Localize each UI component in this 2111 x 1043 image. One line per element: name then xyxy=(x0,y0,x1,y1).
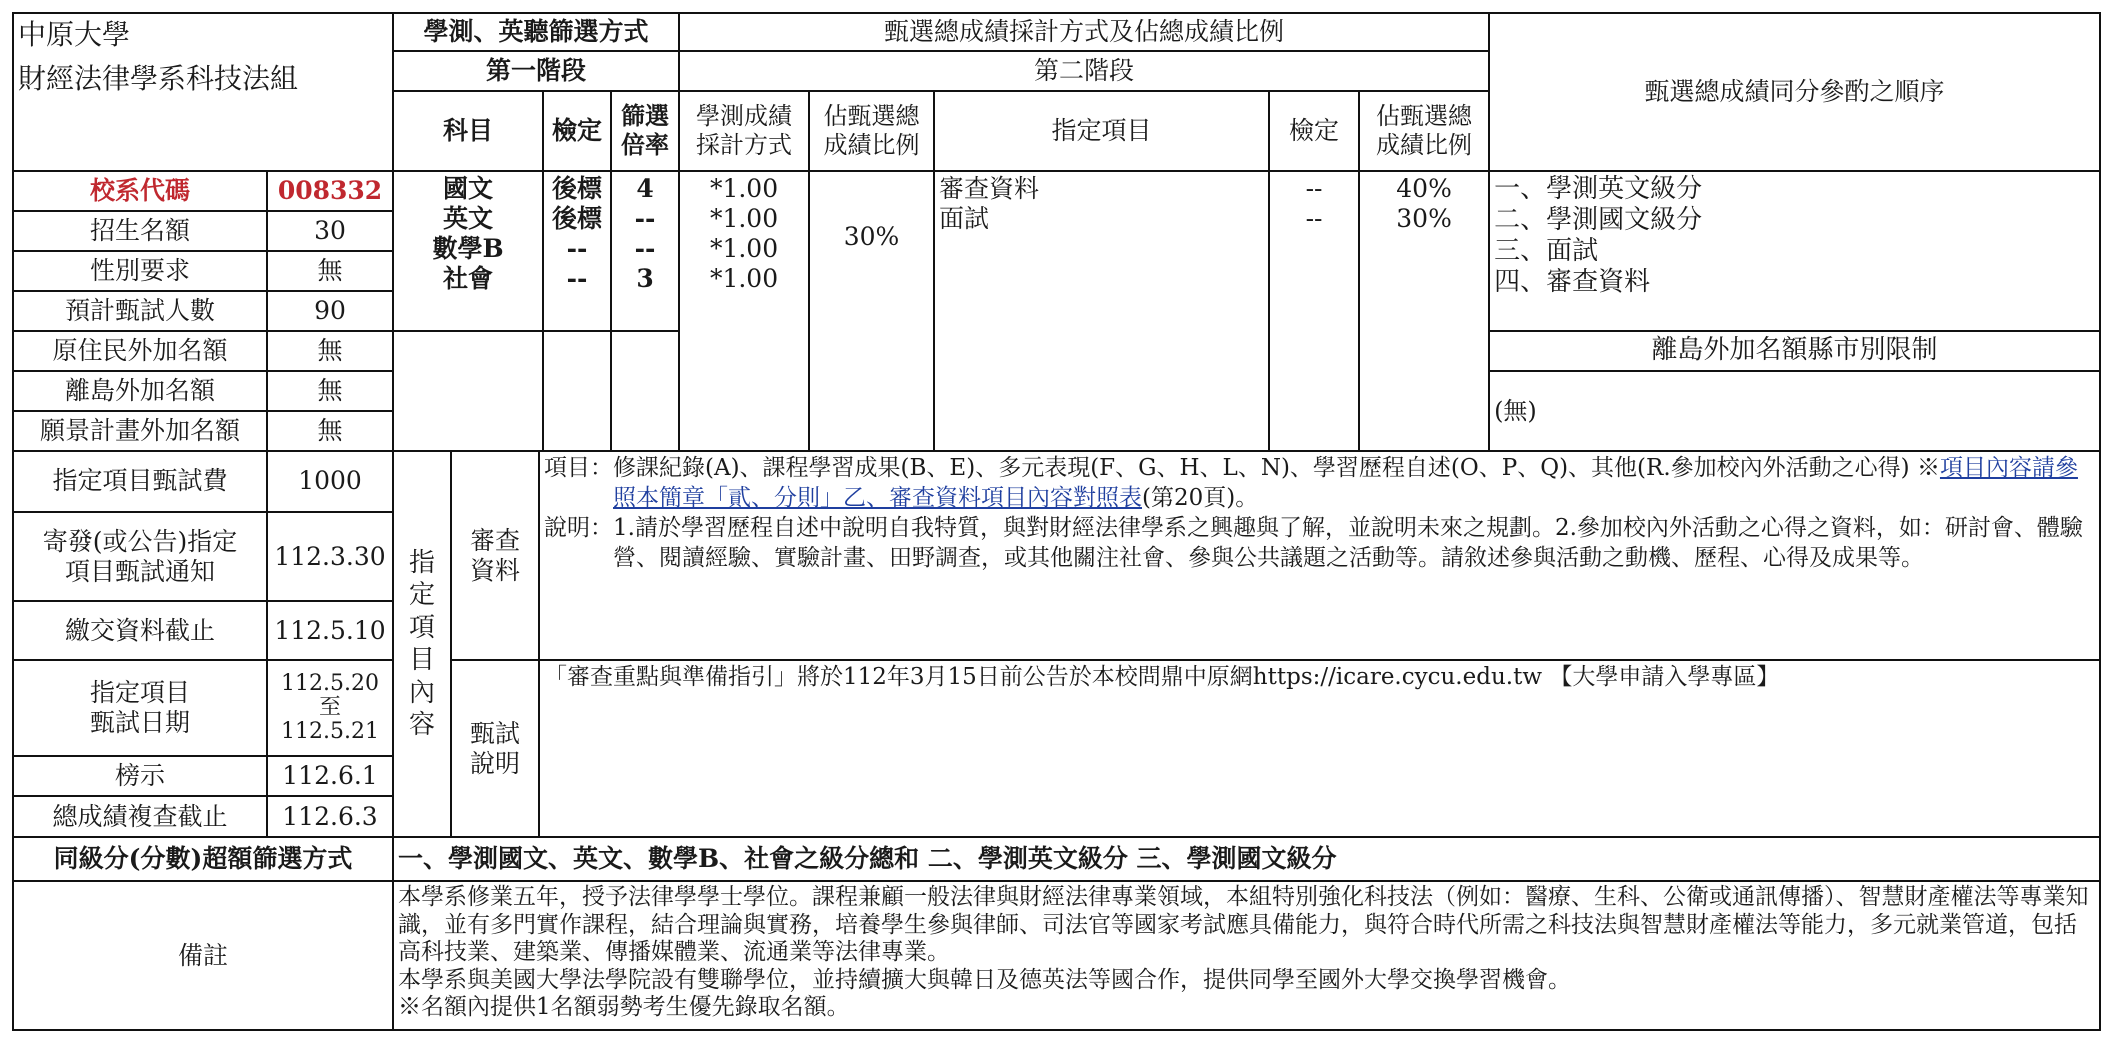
info-value: 90 xyxy=(267,291,393,331)
subject-item: 英文 xyxy=(443,203,494,233)
designated-weight: 40% xyxy=(1396,173,1452,203)
tie-order-header: 甄選總成績同分參酌之順序 xyxy=(1489,13,2100,171)
schedule-label: 總成績複查截止 xyxy=(13,796,267,837)
review-notes-text: 1.請於學習歷程自述中說明自我特質，與對財經法律學系之興趣與了解，並說明未來之規劃。2.參加校內外活動之心得之資料，如：研討會、體驗營、閱讀經驗、實驗計畫、田野調查，或其他關注社會、參與公共議題之活動等。請敘述參與活動之動機、歷程、心得及成果等。 xyxy=(613,514,2083,571)
method-item: *1.00 xyxy=(709,233,779,263)
review-items xyxy=(544,454,2095,514)
schedule-label-line2: 項目甄試通知 xyxy=(64,556,215,586)
ratio-item: 4 xyxy=(636,173,654,203)
schedule-value-line3: 112.5.21 xyxy=(281,719,379,745)
review-content xyxy=(539,451,2100,660)
review-label xyxy=(451,451,539,660)
remarks-content xyxy=(393,881,2100,1030)
tie-breaker-item: 三、面試 xyxy=(1494,236,1599,267)
method-item: *1.00 xyxy=(709,203,779,233)
exam-label-line2: 說明 xyxy=(469,748,520,778)
tie-screen-label: 同級分(分數)超額篩選方式 xyxy=(13,837,393,881)
tie-breakers xyxy=(1489,171,2100,331)
schedule-value: 1000 xyxy=(267,451,393,512)
subject-item: 國文 xyxy=(443,173,494,203)
designated-checks xyxy=(1269,171,1359,451)
designated-item: 審查資料 xyxy=(939,173,1040,203)
designated-weights xyxy=(1359,171,1489,451)
designated-item: 面試 xyxy=(939,203,990,233)
review-notes-prefix: 說明： xyxy=(544,514,613,541)
check-item: -- xyxy=(566,263,588,293)
check2-header: 檢定 xyxy=(1269,91,1359,171)
tie-screen-value: 一、學測國文、英文、數學B、社會之級分總和 二、學測英文級分 三、學測國文級分 xyxy=(393,837,2100,881)
bottom-table xyxy=(12,836,2101,1031)
school-name: 中原大學 xyxy=(18,18,131,51)
designated-items xyxy=(934,171,1269,451)
ratio-header-line2: 倍率 xyxy=(621,129,670,159)
schedule-label xyxy=(13,512,267,601)
schedule-label: 榜示 xyxy=(13,756,267,797)
info-label: 招生名額 xyxy=(13,211,267,251)
ratio-item: -- xyxy=(634,233,656,263)
designated-header: 指定項目 xyxy=(934,91,1269,171)
gsat-weight-value: 30% xyxy=(843,221,900,251)
info-label: 願景計畫外加名額 xyxy=(13,411,267,451)
method-item: *1.00 xyxy=(709,263,779,293)
subject-item: 社會 xyxy=(443,263,494,293)
designated-content-label xyxy=(393,451,451,837)
schedule-label xyxy=(13,660,267,755)
reference-mark: ※ xyxy=(1916,455,1940,481)
designated-pct-header-line1: 佔甄選總 xyxy=(1376,102,1473,131)
schedule-label-line1: 寄發(或公告)指定 xyxy=(42,526,238,556)
schedule-label-line1: 指定項目 xyxy=(89,677,190,707)
remarks-line: ※名額內提供1名額弱勢考生優先錄取名額。 xyxy=(398,994,850,1021)
subject-header: 科目 xyxy=(393,91,543,171)
check-item: 後標 xyxy=(552,173,603,203)
schedule-table xyxy=(12,450,2101,838)
check-item: 後標 xyxy=(552,203,603,233)
exam-content xyxy=(539,660,2100,837)
review-items-prefix: 項目： xyxy=(544,455,613,481)
schedule-value: 112.5.10 xyxy=(267,601,393,660)
gsat-method-header-line1: 學測成績 xyxy=(696,102,793,131)
designated-content-vertical: 指定項目內容 xyxy=(408,547,435,740)
school-cell xyxy=(13,13,393,171)
stage1-ratios xyxy=(611,171,679,331)
schedule-value xyxy=(267,660,393,755)
gsat-method-header-line2: 採計方式 xyxy=(696,130,793,159)
exam-label xyxy=(451,660,539,837)
info-value: 30 xyxy=(267,211,393,251)
school-code-value: 008332 xyxy=(267,171,393,211)
info-label: 原住民外加名額 xyxy=(13,331,267,371)
tie-breaker-item: 四、審查資料 xyxy=(1494,267,1651,298)
designated-pct-header-line2: 成績比例 xyxy=(1376,130,1473,159)
ratio-item: -- xyxy=(634,203,656,233)
schedule-value: 112.6.1 xyxy=(267,756,393,797)
schedule-value-line2: 至 xyxy=(318,694,341,720)
exam-text: 「審查重點與準備指引」將於112年3月15日前公告於本校問鼎中原網https://icare.cycu.edu.tw 【大學申請入學專區】 xyxy=(544,664,1780,691)
stage2-header: 第二階段 xyxy=(679,51,1489,91)
schedule-label: 指定項目甄試費 xyxy=(13,451,267,512)
info-label: 預計甄試人數 xyxy=(13,291,267,331)
info-value: 無 xyxy=(267,371,393,411)
gsat-weight xyxy=(809,171,934,451)
reference-suffix: (第20頁)。 xyxy=(1142,484,1259,511)
remarks-line: 本學系修業五年，授予法律學學士學位。課程兼顧一般法律與財經法律專業領域，本組特別強化科技法（例如：醫療、生科、公衛或通訊傳播）、智慧財產權法等專業知識，並有多門實作課程，結合理論與實務，培養學生參與律師、司法官等國家考試應具備能力，與符合時代所需之科技法與智慧財產權法等能力，多元就業管道，包括高科技業、建築業、傳播媒體業、流通業等法律專業。 xyxy=(398,884,2089,966)
school-code-label: 校系代碼 xyxy=(13,171,267,211)
tie-breaker-item: 一、學測英文級分 xyxy=(1494,173,1703,204)
info-label: 性別要求 xyxy=(13,251,267,291)
top-table xyxy=(12,12,2101,452)
check-header: 檢定 xyxy=(543,91,611,171)
ratio-header xyxy=(611,91,679,171)
review-label-line1: 審查 xyxy=(469,525,520,555)
stage1-empty xyxy=(611,331,679,451)
review-items-text-wrap xyxy=(613,454,2095,514)
island-header: 離島外加名額縣市別限制 xyxy=(1489,331,2100,371)
schedule-value: 112.3.30 xyxy=(267,512,393,601)
designated-check: -- xyxy=(1305,173,1323,203)
remarks-line: 本學系與美國大學法學院設有雙聯學位，並持續擴大與韓日及德英法等國合作，提供同學至國外大學交換學習機會。 xyxy=(398,966,1571,993)
gsat-pct-header-line1: 佔甄選總 xyxy=(823,102,920,131)
combined-score-header: 甄選總成績採計方式及佔總成績比例 xyxy=(679,13,1489,51)
remarks-label: 備註 xyxy=(13,881,393,1030)
review-label-line2: 資料 xyxy=(469,555,520,585)
subject-item: 數學B xyxy=(432,233,504,263)
stage1-checks xyxy=(543,171,611,331)
department-name: 財經法律學系科技法組 xyxy=(18,61,299,95)
designated-pct-header xyxy=(1359,91,1489,171)
exam-label-line1: 甄試 xyxy=(469,718,520,748)
stage1-method-header: 學測、英聽篩選方式 xyxy=(393,13,679,51)
ratio-header-line1: 篩選 xyxy=(621,101,670,131)
stage1-empty xyxy=(393,331,543,451)
reference-link[interactable]: 項目內容請參照本簡章「貳、分則」乙、審查資料項目內容對照表 xyxy=(613,455,2078,511)
info-value: 無 xyxy=(267,331,393,371)
schedule-label-line2: 甄試日期 xyxy=(89,707,190,737)
info-value: 無 xyxy=(267,251,393,291)
schedule-value-line1: 112.5.20 xyxy=(281,670,379,696)
gsat-methods xyxy=(679,171,809,451)
stage1-header: 第一階段 xyxy=(393,51,679,91)
schedule-value: 112.6.3 xyxy=(267,796,393,837)
schedule-label: 繳交資料截止 xyxy=(13,601,267,660)
island-value: (無) xyxy=(1489,371,2100,451)
stage1-subjects xyxy=(393,171,543,331)
ratio-item: 3 xyxy=(636,263,654,293)
gsat-method-header xyxy=(679,91,809,171)
info-value: 無 xyxy=(267,411,393,451)
tie-breaker-item: 二、學測國文級分 xyxy=(1494,205,1703,236)
check-item: -- xyxy=(566,233,588,263)
gsat-pct-header xyxy=(809,91,934,171)
admission-sheet xyxy=(12,12,2099,1029)
gsat-pct-header-line2: 成績比例 xyxy=(823,130,920,159)
review-items-text: 修課紀錄(A)、課程學習成果(B、E)、多元表現(F、G、H、L、N)、學習歷程自述(O、P、Q)、其他(R.參加校內外活動之心得) xyxy=(613,455,1910,481)
stage1-empty xyxy=(543,331,611,451)
designated-weight: 30% xyxy=(1396,203,1452,233)
designated-check: -- xyxy=(1305,203,1323,233)
method-item: *1.00 xyxy=(709,173,779,203)
review-notes xyxy=(544,514,2095,574)
info-label: 離島外加名額 xyxy=(13,371,267,411)
